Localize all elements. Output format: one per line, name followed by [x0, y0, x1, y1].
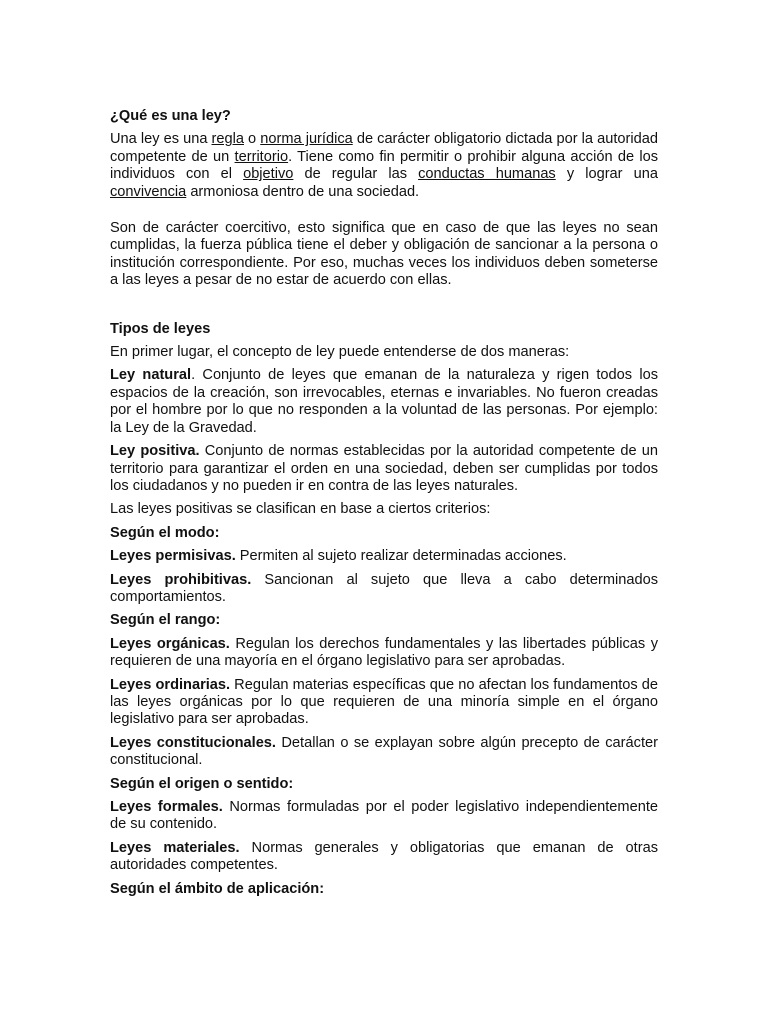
- paragraph-leyes-permisivas: Leyes permisivas. Permiten al sujeto realizar determinadas acciones.: [110, 548, 567, 565]
- term-leyes-materiales: Leyes materiales.: [110, 839, 240, 856]
- heading-segun-el-ambito: Según el ámbito de aplicación:: [110, 880, 325, 897]
- link-territorio[interactable]: territorio: [234, 148, 289, 165]
- paragraph-coercitivo: Son de carácter coercitivo, esto significa que en caso de que las leyes no sean cumplidas, la fuerza pública tiene el deber y obligación de sancionar a la persona o institución correspondiente. Por eso, muchas veces los individuos deben someterse a las leyes a pesar de no estar de acuerdo con ellas.: [110, 220, 658, 289]
- term-leyes-prohibitivas: Leyes prohibitivas.: [110, 571, 252, 588]
- link-objetivo[interactable]: objetivo: [243, 166, 294, 183]
- term-leyes-formales: Leyes formales.: [110, 799, 223, 815]
- paragraph-ley-positiva: Ley positiva. Conjunto de normas establecidas por la autoridad competente de un territorio para garantizar el orden en una sociedad, deben ser cumplidas por todos los ciudadanos y no pueden ir en contra de las leyes naturales.: [110, 443, 658, 494]
- paragraph-clasifican: Las leyes positivas se clasifican en base a ciertos criterios:: [110, 501, 491, 518]
- heading-segun-el-origen: Según el origen o sentido:: [110, 775, 294, 792]
- paragraph-ley-natural: Ley natural. Conjunto de leyes que emanan de la naturaleza y rigen todos los espacios de la creación, son irrevocables, eternas e invariables. No fueron creadas por el hombre por lo que no responden a la voluntad de las personas. Por ejemplo: la Ley de la Gravedad.: [110, 367, 658, 436]
- link-convivencia[interactable]: convivencia: [110, 183, 187, 200]
- heading-segun-el-rango: Según el rango:: [110, 612, 221, 629]
- link-regla[interactable]: regla: [211, 131, 244, 148]
- document-page: [110, 108, 658, 898]
- term-ley-natural: Ley natural: [110, 367, 192, 384]
- term-ley-positiva: Ley positiva.: [110, 443, 200, 460]
- paragraph-definicion: Una ley es una regla o norma jurídica de carácter obligatorio dictada por la autoridad competente de un territorio. Tiene como fin permitir o prohibir alguna acción de los individuos con el objetivo de regular las conductas humanas y lograr una convivencia armoniosa dentro de una sociedad.: [110, 131, 658, 200]
- heading-tipos-de-leyes: Tipos de leyes: [110, 320, 211, 337]
- heading-segun-el-modo: Según el modo:: [110, 524, 220, 541]
- term-leyes-organicas: Leyes orgánicas.: [110, 635, 230, 652]
- paragraph-leyes-constitucionales: Leyes constitucionales. Detallan o se explayan sobre algún precepto de carácter constitucional.: [110, 734, 658, 769]
- link-conductas-humanas[interactable]: conductas humanas: [418, 166, 556, 183]
- paragraph-leyes-prohibitivas: Leyes prohibitivas. Sancionan al sujeto que lleva a cabo determinados comportamientos.: [110, 571, 658, 605]
- paragraph-intro: En primer lugar, el concepto de ley puede entenderse de dos maneras:: [110, 344, 570, 361]
- term-leyes-constitucionales: Leyes constitucionales.: [110, 734, 276, 751]
- paragraph-leyes-materiales: Leyes materiales. Normas generales y obligatorias que emanan de otras autoridades competentes.: [110, 839, 658, 874]
- paragraph-leyes-formales: Leyes formales. Normas formuladas por el poder legislativo independientemente de su contenido.: [110, 799, 658, 833]
- term-leyes-permisivas: Leyes permisivas.: [110, 548, 236, 565]
- heading-que-es-una-ley: ¿Qué es una ley?: [110, 108, 231, 124]
- term-leyes-ordinarias: Leyes ordinarias.: [110, 676, 231, 693]
- paragraph-leyes-organicas: Leyes orgánicas. Regulan los derechos fundamentales y las libertades públicas y requieren de una mayoría en el órgano legislativo para ser aprobadas.: [110, 635, 658, 670]
- paragraph-leyes-ordinarias: Leyes ordinarias. Regulan materias específicas que no afectan los fundamentos de las leyes orgánicas por lo que requieren de una minoría simple en el órgano legislativo para ser aprobadas.: [110, 676, 658, 728]
- link-norma-juridica[interactable]: norma jurídica: [260, 131, 353, 148]
